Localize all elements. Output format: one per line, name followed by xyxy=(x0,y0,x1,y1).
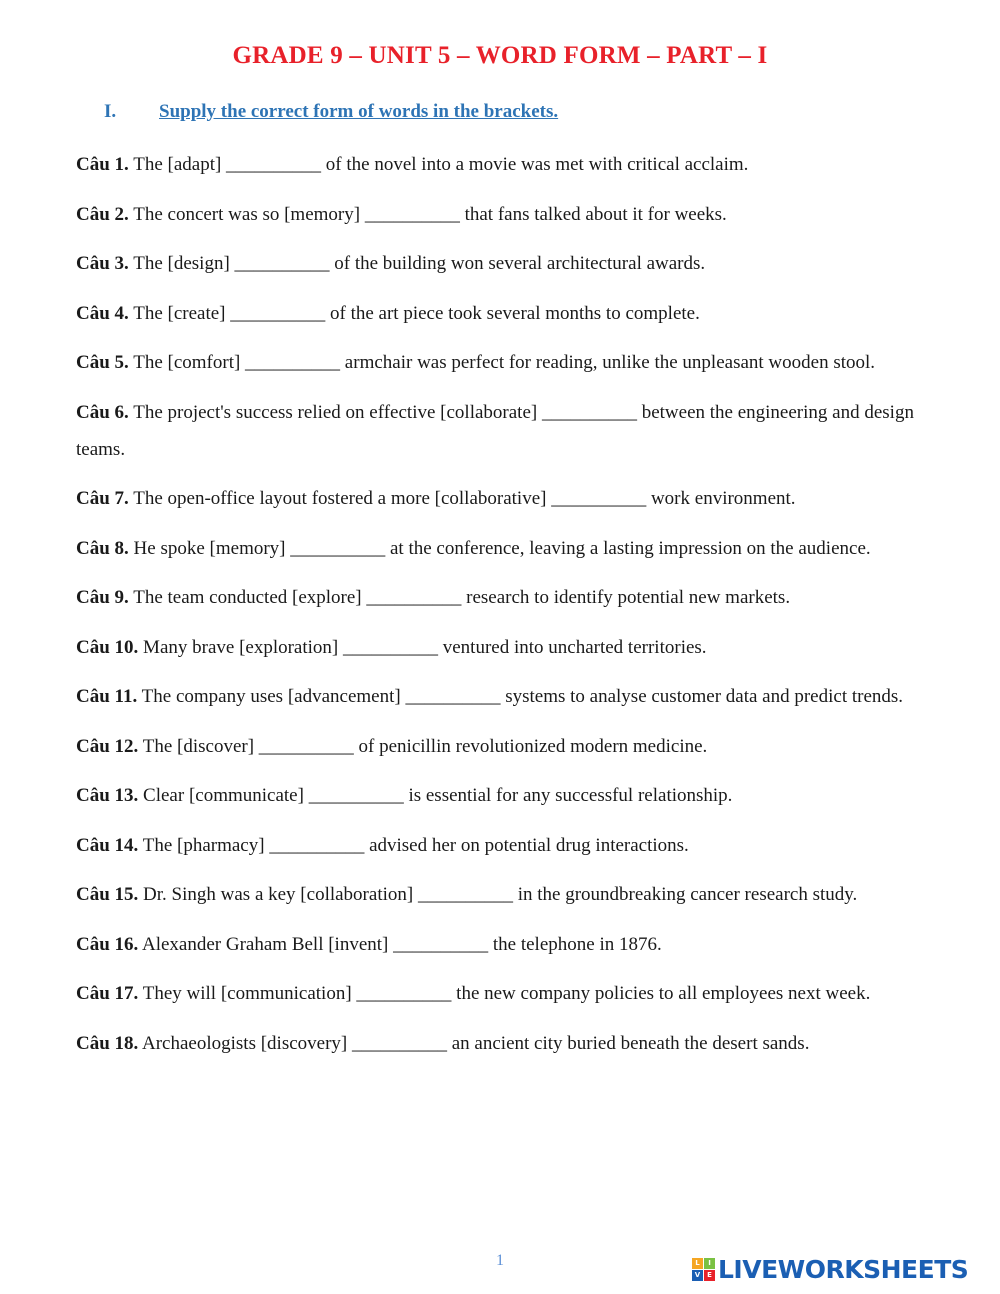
section-number: I. xyxy=(104,101,117,122)
worksheet-title: GRADE 9 – UNIT 5 – WORD FORM – PART – I xyxy=(232,42,768,69)
logo-square: V xyxy=(692,1270,703,1281)
liveworksheets-logo-text: LIVEWORKSHEETS xyxy=(718,1254,969,1284)
question-label: Câu 6. xyxy=(76,401,129,423)
question-label: Câu 14. xyxy=(76,834,139,856)
question-item xyxy=(76,728,926,765)
question-text: Alexander Graham Bell [invent] __________ the telephone in 1876. xyxy=(142,933,662,955)
question-text: The concert was so [memory] __________ that fans talked about it for weeks. xyxy=(133,203,727,225)
liveworksheets-logo[interactable] xyxy=(692,1252,968,1286)
question-text: Clear [communicate] __________ is essential for any successful relationship. xyxy=(143,785,733,806)
question-item xyxy=(76,394,926,468)
question-text: Archaeologists [discovery] __________ an ancient city buried beneath the desert sands. xyxy=(142,1032,810,1054)
question-label: Câu 4. xyxy=(76,302,129,324)
question-item xyxy=(76,926,926,963)
question-item xyxy=(76,975,926,1012)
section-heading xyxy=(104,101,558,123)
question-text: The open-office layout fostered a more [collaborative] __________ work environment. xyxy=(133,488,796,509)
question-text: The company uses [advancement] __________ systems to analyse customer data and predict trends. xyxy=(141,686,904,707)
question-item xyxy=(76,579,926,616)
question-label: Câu 10. xyxy=(76,636,139,658)
question-label: Câu 9. xyxy=(76,587,129,608)
logo-square: E xyxy=(704,1270,715,1281)
question-text: The [discover] __________ of penicillin revolutionized modern medicine. xyxy=(142,735,708,757)
question-text: The [design] __________ of the building won several architectural awards. xyxy=(133,253,706,274)
question-text: The team conducted [explore] __________ research to identify potential new markets. xyxy=(133,587,791,608)
question-label: Câu 15. xyxy=(76,884,139,905)
question-item xyxy=(76,678,926,715)
question-label: Câu 11. xyxy=(76,686,138,707)
question-list xyxy=(76,146,926,1074)
question-item xyxy=(76,196,926,233)
question-label: Câu 1. xyxy=(76,154,129,175)
question-label: Câu 8. xyxy=(76,537,129,559)
question-item xyxy=(76,295,926,332)
question-text: The [pharmacy] __________ advised her on potential drug interactions. xyxy=(142,834,689,856)
question-text: The project's success relied on effective [collaborate] __________ between the engineering and design teams. xyxy=(76,401,914,460)
question-label: Câu 3. xyxy=(76,253,129,274)
question-label: Câu 16. xyxy=(76,933,139,955)
logo-square: L xyxy=(692,1258,703,1269)
question-item xyxy=(76,146,926,183)
question-label: Câu 7. xyxy=(76,488,129,509)
question-item xyxy=(76,777,926,814)
question-item xyxy=(76,629,926,666)
question-label: Câu 12. xyxy=(76,735,139,757)
question-text: The [adapt] __________ of the novel into a movie was met with critical acclaim. xyxy=(133,154,749,175)
question-text: The [create] __________ of the art piece took several months to complete. xyxy=(133,302,700,324)
question-text: He spoke [memory] __________ at the conference, leaving a lasting impression on the audience. xyxy=(133,537,871,559)
question-item xyxy=(76,344,926,381)
question-item xyxy=(76,530,926,567)
question-text: Many brave [exploration] __________ ventured into uncharted territories. xyxy=(143,636,707,658)
section-instruction: Supply the correct form of words in the brackets. xyxy=(159,101,559,122)
question-label: Câu 17. xyxy=(76,983,139,1004)
question-label: Câu 5. xyxy=(76,352,129,373)
question-text: They will [communication] __________ the new company policies to all employees next week. xyxy=(142,983,871,1004)
question-item xyxy=(76,1025,926,1062)
question-text: The [comfort] __________ armchair was perfect for reading, unlike the unpleasant wooden stool. xyxy=(133,352,876,373)
question-label: Câu 18. xyxy=(76,1032,139,1054)
logo-square: I xyxy=(704,1258,715,1269)
question-label: Câu 13. xyxy=(76,785,139,806)
question-item xyxy=(76,827,926,864)
question-text: Dr. Singh was a key [collaboration] __________ in the groundbreaking cancer research study. xyxy=(143,884,858,905)
liveworksheets-logo-icon xyxy=(692,1258,715,1281)
page-number: 1 xyxy=(496,1252,504,1269)
question-item xyxy=(76,876,926,913)
question-item xyxy=(76,480,926,517)
question-item xyxy=(76,245,926,282)
question-label: Câu 2. xyxy=(76,203,129,225)
